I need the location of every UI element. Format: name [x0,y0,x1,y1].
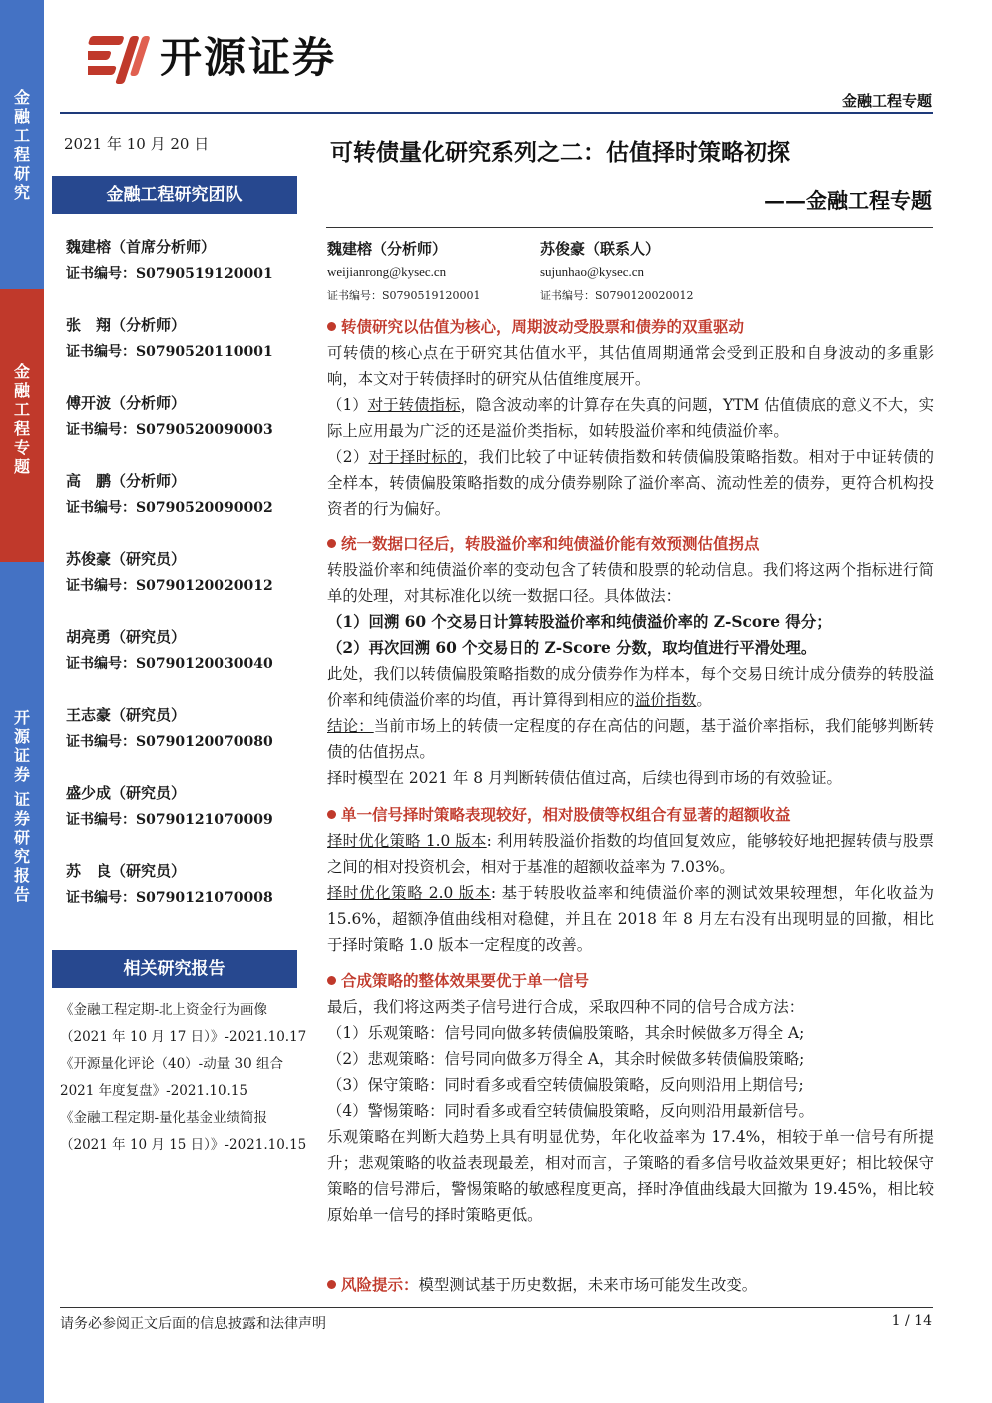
paragraph: 转股溢价率和纯债溢价率的变动包含了转债和股票的轮动信息。我们将这两个指标进行简单的处理，对其标准化以统一数据口径。具体做法： [327,561,934,605]
analyst-cert: 证书编号：S0790121070009 [66,812,273,828]
analyst-name: 苏 良（研究员） [66,862,187,880]
method-step: （2）再次回溯 60 个交易日的 Z-Score 分数，取均值进行平滑处理。 [327,639,817,657]
paragraph: 此处，我们以转债偏股策略指数的成分债券作为样本，每个交易日统计成分债券的转股溢价率和纯债溢价率的均值，再计算得到相应的溢价指数。 [327,665,934,709]
analyst-name: 魏建榕（首席分析师） [66,238,217,256]
paragraph: 结论：当前市场上的转债一定程度的存在高估的问题，基于溢价率指标，我们能够判断转债的估值拐点。 [327,717,934,761]
brand-name: 开源证券 [160,33,337,82]
section-4 [327,968,934,1228]
list-item: （4）警惕策略：同时看多或看空转债偏股策略，反向则沿用最新信号。 [327,1102,814,1120]
header-tag: 金融工程专题 [841,92,932,110]
analyst-cert: 证书编号：S0790121070008 [66,890,273,906]
list-item: （3）保守策略：同时看多或看空转债偏股策略，反向则沿用上期信号; [327,1076,804,1094]
report-title: 可转债量化研究系列之二：估值择时策略初探 [330,139,790,166]
analyst-name: 傅开波（分析师） [66,394,187,412]
related-report-link[interactable]: 《金融工程定期-北上资金行为画像 [60,1002,268,1018]
paragraph: 择时模型在 2021 年 8 月判断转债估值过高，后续也得到市场的有效验证。 [327,769,842,787]
paragraph: 最后，我们将这两类子信号进行合成，采取四种不同的信号合成方法： [327,998,805,1016]
bullet-icon [327,810,336,819]
section-heading: 合成策略的整体效果要优于单一信号 [327,968,934,994]
section-1 [327,314,934,522]
risk-note [327,1272,934,1298]
analyst-cert: 证书编号：S0790120070080 [66,734,273,750]
related-report-date: 2021 年度复盘》-2021.10.15 [60,1083,249,1099]
author-cert: 证书编号：S0790519120001 [327,289,481,302]
side-label-research: 金 融 工 程 研 究 [13,88,30,202]
analyst-cert: 证书编号：S0790520090003 [66,422,273,438]
section-heading: 统一数据口径后，转股溢价率和纯债溢价能有效预测估值拐点 [327,531,934,557]
side-label-brand: 开 源 证 券 证 券 研 究 报 告 [13,708,30,904]
bullet-icon [327,322,336,331]
paragraph: 可转债的核心点在于研究其估值水平，其估值周期通常会受到正股和自身波动的多重影响，本文对于转债择时的研究从估值维度展开。 [327,344,934,388]
analyst-cert: 证书编号：S0790519120001 [66,266,273,282]
related-report-date: （2021 年 10 月 17 日）》-2021.10.17 [60,1029,307,1045]
author-name: 魏建榕（分析师） [327,240,448,258]
analyst-cert: 证书编号：S0790120020012 [66,578,273,594]
analyst-cert: 证书编号：S0790520110001 [66,344,273,360]
bullet-icon [327,539,336,548]
paragraph: （2）对于择时标的，我们比较了中证转债指数和转债偏股策略指数。相对于中证转债的全样本，转债偏股策略指数的成分债券剔除了溢价率高、流动性差的债券，更符合机构投资者的行为偏好。 [327,448,934,518]
side-label-topic: 金 融 工 程 专 题 [13,362,30,476]
list-item: （1）乐观策略：信号同向做多转债偏股策略，其余时候做多万得全 A; [327,1024,805,1042]
author-name: 苏俊豪（联系人） [540,240,661,258]
bullet-icon [327,976,336,985]
related-report-link[interactable]: 《开源量化评论（40）-动量 30 组合 [60,1056,284,1072]
report-subtitle: ——金融工程专题 [764,188,932,213]
risk-text: 模型测试基于历史数据，未来市场可能发生改变。 [418,1276,758,1294]
analyst-name: 高 鹏（分析师） [66,472,187,490]
risk-label: 风险提示： [341,1275,419,1294]
header-divider [60,112,933,114]
team-heading: 金融工程研究团队 [52,176,297,214]
related-report-date: （2021 年 10 月 15 日）》-2021.10.15 [60,1137,307,1153]
page-number: 1 / 14 [891,1313,932,1329]
list-item: （2）悲观策略：信号同向做多万得全 A，其余时候做多转债偏股策略; [327,1050,805,1068]
report-date: 2021 年 10 月 20 日 [64,135,210,153]
related-report-link[interactable]: 《金融工程定期-量化基金业绩简报 [60,1110,268,1126]
paragraph: 乐观策略在判断大趋势上具有明显优势，年化收益率为 17.4%，相较于单一信号有所提升；悲观策略的收益表现最差，相对而言，子策略的看多信号收益效果更好；相比较保守策略的信号滞后，警惕策略的敏感程度更高，择时净值曲线最大回撤为 19.45%，相比较原始单一信号的择时策略更低。 [327,1128,934,1224]
author-email[interactable]: sujunhao@kysec.cn [540,264,645,279]
method-step: （1）回溯 60 个交易日计算转股溢价率和纯债溢价率的 Z-Score 得分； [327,613,832,631]
paragraph: 择时优化策略 2.0 版本: 基于转股收益率和纯债溢价率的测试效果较理想，年化收益为 15.6%，超额净值曲线相对稳健，并且在 2018 年 8 月左右没有出现明显的回撤，相比于择时策略 1.0 版本一定程度的改善。 [327,884,935,954]
author-cert: 证书编号：S0790120020012 [540,289,694,302]
footer-divider [60,1307,933,1308]
analyst-name: 王志豪（研究员） [66,706,187,724]
section-heading: 转债研究以估值为核心，周期波动受股票和债券的双重驱动 [327,314,934,340]
author-email[interactable]: weijianrong@kysec.cn [327,264,447,279]
section-2 [327,531,934,791]
footer-disclaimer: 请务必参阅正文后面的信息披露和法律声明 [60,1316,326,1332]
analyst-name: 盛少成（研究员） [66,784,187,802]
paragraph: 择时优化策略 1.0 版本: 利用转股溢价指数的均值回复效应，能够较好地把握转债与股票之间的相对投资机会，相对于基准的超额收益率为 7.03%。 [327,832,935,876]
title-divider [326,227,933,228]
side-strip [0,0,44,1403]
analyst-cert: 证书编号：S0790520090002 [66,500,273,516]
section-heading: 单一信号择时策略表现较好，相对股债等权组合有显著的超额收益 [327,802,934,828]
analyst-cert: 证书编号：S0790120030040 [66,656,273,672]
analyst-name: 胡亮勇（研究员） [66,628,187,646]
analyst-name: 张 翔（分析师） [66,316,187,334]
bullet-icon [327,1280,336,1289]
section-3 [327,802,934,958]
paragraph: （1）对于转债指标，隐含波动率的计算存在失真的问题，YTM 估值债底的意义不大，实际上应用最为广泛的还是溢价类指标，如转股溢价率和纯债溢价率。 [327,396,935,440]
analyst-name: 苏俊豪（研究员） [66,550,187,568]
related-reports-heading: 相关研究报告 [52,950,297,988]
kysec-logo-icon [88,32,154,88]
